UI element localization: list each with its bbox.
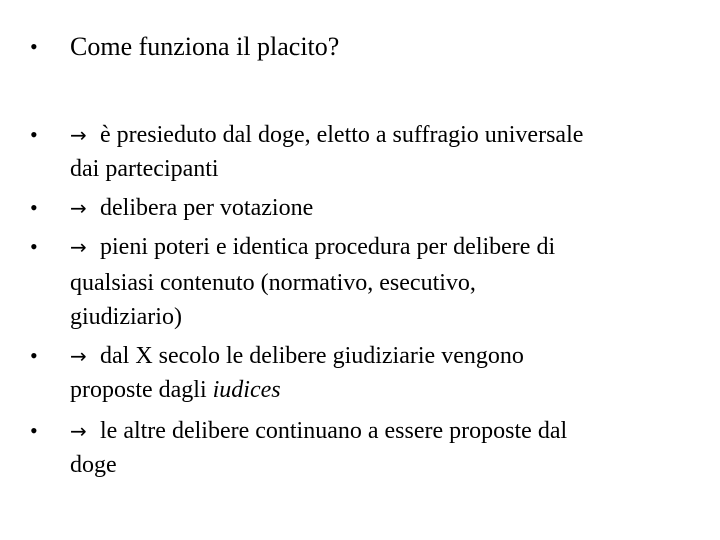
list-item-3-line-3: giudiziario) bbox=[70, 304, 182, 330]
list-item-1-line-1 bbox=[70, 118, 583, 152]
list-item-4-line-1 bbox=[70, 339, 524, 373]
list-bullet: • bbox=[30, 343, 38, 368]
list-item-2-line-1 bbox=[70, 191, 313, 225]
list-item-4-text: dal X secolo le delibere giudiziarie vengono bbox=[100, 343, 524, 369]
list-bullet: • bbox=[30, 234, 38, 259]
arrow-right-icon: → bbox=[70, 344, 87, 368]
heading-bullet: • bbox=[30, 34, 38, 59]
arrow-right-icon: → bbox=[70, 123, 87, 147]
list-item-3-line-2: qualsiasi contenuto (normativo, esecutivo, bbox=[70, 270, 476, 296]
list-bullet: • bbox=[30, 122, 38, 147]
arrow-right-icon: → bbox=[70, 235, 87, 259]
list-item-4-line-2 bbox=[70, 373, 281, 407]
list-item-3-text: pieni poteri e identica procedura per delibere di bbox=[100, 234, 556, 260]
arrow-right-icon: → bbox=[70, 196, 87, 220]
list-item-5-line-1 bbox=[70, 414, 567, 448]
list-item-3-line-1 bbox=[70, 230, 555, 264]
iudices-term: iudices bbox=[212, 377, 281, 403]
list-item-1-text: è presieduto dal doge, eletto a suffragio universale bbox=[100, 122, 584, 148]
slide-heading: Come funziona il placito? bbox=[70, 32, 340, 61]
list-bullet: • bbox=[30, 418, 38, 443]
list-item-5-line-2: doge bbox=[70, 452, 117, 478]
list-item-5-text: le altre delibere continuano a essere proposte dal bbox=[100, 418, 568, 444]
list-bullet: • bbox=[30, 195, 38, 220]
list-item-1-line-2: dai partecipanti bbox=[70, 156, 219, 182]
list-item-2-text: delibera per votazione bbox=[100, 195, 314, 221]
arrow-right-icon: → bbox=[70, 419, 87, 443]
list-item-4-line-2-text: proposte dagli bbox=[70, 377, 213, 403]
